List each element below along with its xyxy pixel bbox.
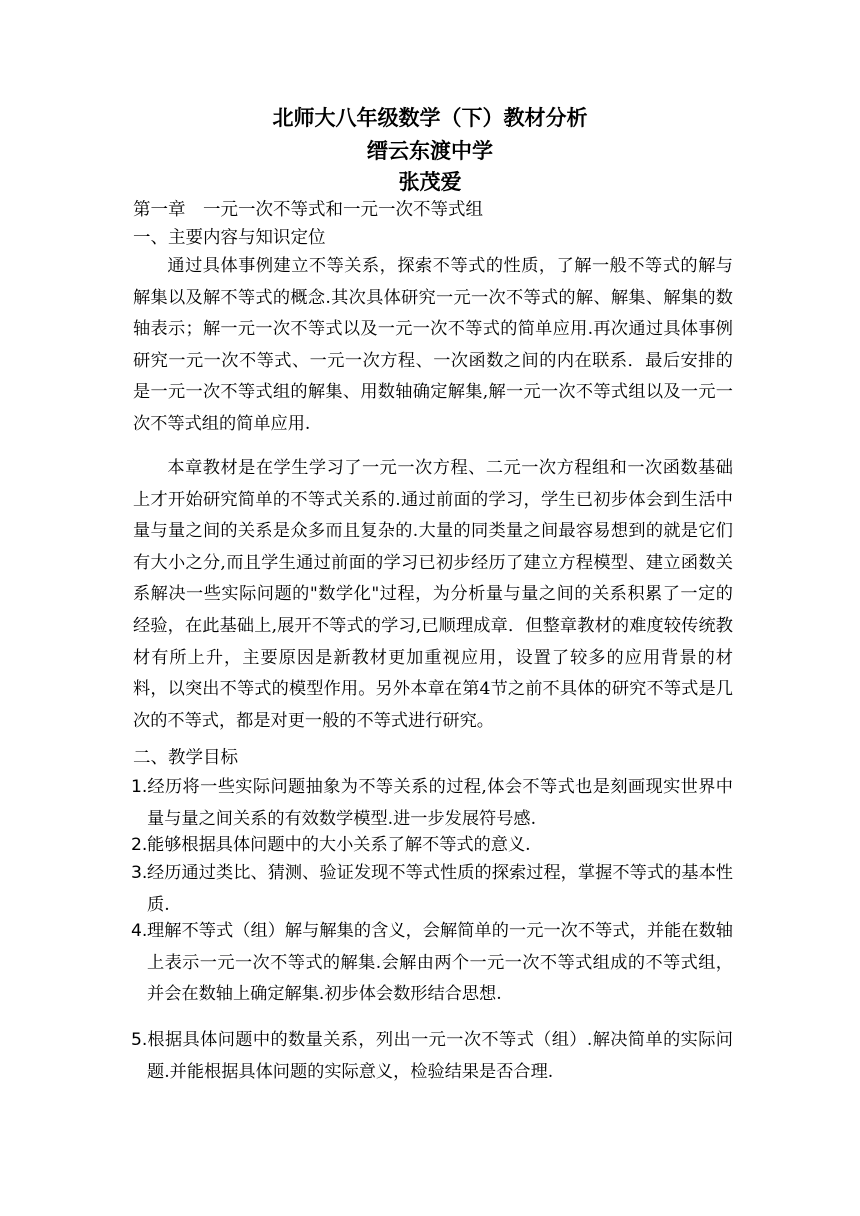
author-name: 张茂爱	[398, 170, 462, 194]
section-heading-content: 一、主要内容与知识定位	[133, 228, 326, 248]
goal-number: 5.	[131, 1030, 148, 1050]
goal-number: 2.	[131, 835, 148, 855]
goal-number: 4.	[131, 921, 148, 941]
goal-text: 根据具体问题中的数量关系，列出一元一次不等式（组）.解决简单的实际问题.并能根据具体问题的实际意义，检验结果是否合理.	[147, 1030, 733, 1082]
goal-text: 能够根据具体问题中的大小关系了解不等式的意义.	[147, 835, 531, 855]
goal-item	[131, 916, 733, 1011]
paragraph-textbook-background: 本章教材是在学生学习了一元一次方程、二元一次方程组和一次函数基础上才开始研究简单的不等式关系的.通过前面的学习，学生已初步体会到生活中量与量之间的关系是众多而且复杂的.大量的同类量之间最容易想到的就是它们有大小之分,而且学生通过前面的学习已初步经历了建立方程模型、建立函数关系解决一些实际问题的"数学化"过程，为分析量与量之间的关系积累了一定的经验，在此基础上,展开不等式的学习,已顺理成章．但整章教材的难度较传统教材有所上升，主要原因是新教材更加重视应用，设置了较多的应用背景的材料，以突出不等式的模型作用。另外本章在第4节之前不具体的研究不等式是几次的不等式，都是对更一般的不等式进行研究。	[133, 458, 733, 731]
school-name: 缙云东渡中学	[367, 139, 493, 163]
goal-number: 3.	[131, 863, 148, 883]
goal-text: 经历将一些实际问题抽象为不等关系的过程,体会不等式也是刻画现实世界中量与量之间关系的有效数学模型.进一步发展符号感.	[147, 777, 733, 829]
document-title: 北师大八年级数学（下）教材分析	[272, 106, 588, 130]
section-heading-goals: 二、教学目标	[133, 748, 238, 768]
goal-text: 经历通过类比、猜测、验证发现不等式性质的探索过程，掌握不等式的基本性质.	[147, 863, 733, 915]
goal-number: 1.	[131, 777, 148, 797]
goal-item	[131, 772, 733, 835]
paragraph-knowledge-position: 通过具体事例建立不等关系，探索不等式的性质，了解一般不等式的解与解集以及解不等式的概念.其次具体研究一元一次不等式的解、解集、解集的数轴表示；解一元一次不等式以及一元一次不等式的简单应用.再次通过具体事例研究一元一次不等式、一元一次方程、一次函数之间的内在联系．最后安排的是一元一次不等式组的解集、用数轴确定解集,解一元一次不等式组以及一元一次不等式组的简单应用.	[133, 256, 733, 434]
goal-item	[131, 1025, 733, 1088]
chapter-heading: 第一章 一元一次不等式和一元一次不等式组	[133, 200, 483, 220]
goal-item	[131, 830, 733, 862]
goal-item	[131, 858, 733, 921]
goal-text: 理解不等式（组）解与解集的含义，会解简单的一元一次不等式，并能在数轴上表示一元一次不等式的解集.会解由两个一元一次不等式组成的不等式组，并会在数轴上确定解集.初步体会数形结合思想.	[147, 921, 733, 1005]
